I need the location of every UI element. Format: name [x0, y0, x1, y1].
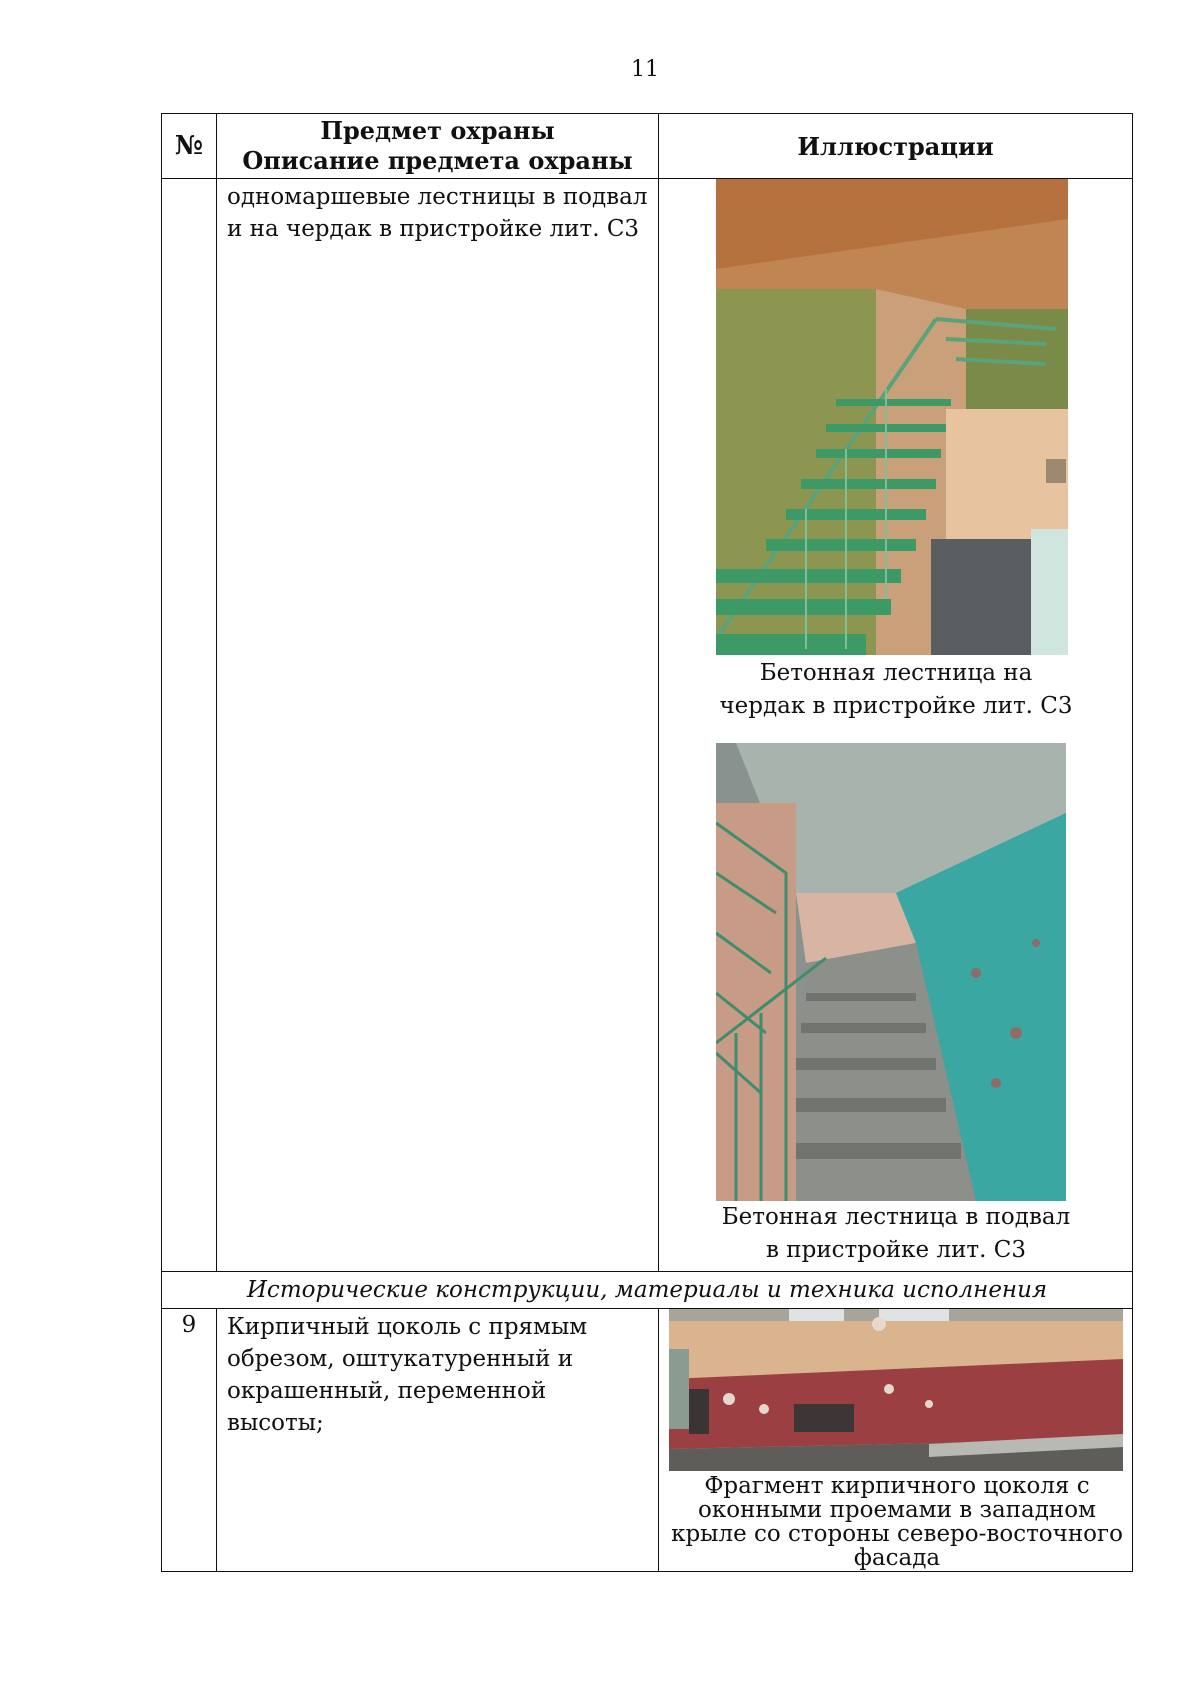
section-title: Исторические конструкции, материалы и техника исполнения	[162, 1272, 1133, 1309]
protection-table	[161, 113, 1133, 1572]
row-number: 9	[162, 1309, 217, 1572]
page-number: 11	[631, 57, 659, 82]
table-header-row	[162, 114, 1133, 179]
basement-stairs-photo	[716, 743, 1066, 1201]
illustration-cell	[659, 1309, 1133, 1572]
row-description: одномаршевые лестницы в подвал и на чердак в пристройке лит. С3	[227, 184, 648, 242]
row-description: Кирпичный цоколь с прямым обрезом, оштукатуренный и окрашенный, переменной высоты;	[227, 1314, 588, 1436]
row-description-cell	[217, 1309, 659, 1572]
header-description-line1: Предмет охраны	[320, 116, 555, 145]
header-illustrations: Иллюстрации	[659, 114, 1133, 179]
table-row	[162, 179, 1133, 1272]
row-description-cell	[217, 179, 659, 1272]
header-description	[217, 114, 659, 179]
table-row	[162, 1309, 1133, 1572]
attic-stairs-photo	[716, 179, 1068, 655]
header-number: №	[162, 114, 217, 179]
plinth-photo	[669, 1309, 1123, 1471]
header-description-line2: Описание предмета охраны	[242, 146, 633, 175]
plinth-caption: Фрагмент кирпичного цоколя с оконными проемами в западном крыле со стороны северо-восточного фасада	[671, 1473, 1123, 1571]
basement-stairs-caption: Бетонная лестница в подвал в пристройке лит. С3	[721, 1204, 1071, 1263]
illustration-cell	[659, 179, 1133, 1272]
section-row	[162, 1272, 1133, 1309]
row-number	[162, 179, 217, 1272]
attic-stairs-caption: Бетонная лестница на чердак в пристройке лит. С3	[719, 660, 1073, 719]
